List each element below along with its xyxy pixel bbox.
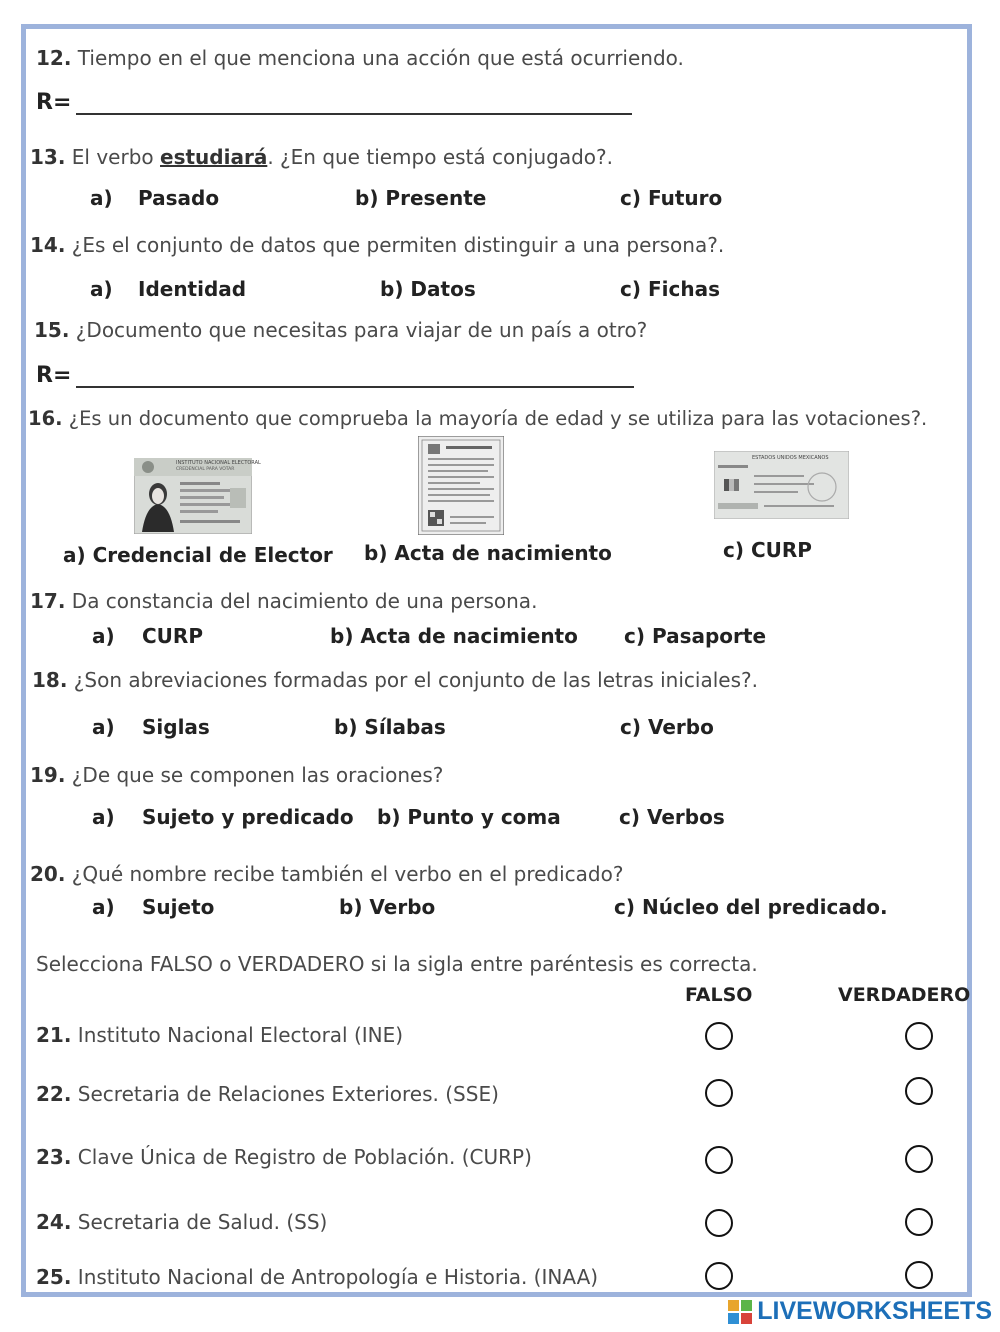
option-13-a-letter[interactable]: a): [90, 186, 113, 210]
radio-23-true[interactable]: [905, 1145, 933, 1173]
option-17-b[interactable]: b) Acta de nacimiento: [330, 624, 578, 648]
tf-item-23: 23. Clave Única de Registro de Población. (CURP): [36, 1145, 532, 1169]
option-16-b[interactable]: b) Acta de nacimiento: [364, 541, 612, 565]
option-13-c[interactable]: c) Futuro: [620, 186, 723, 210]
tf-item-24: 24. Secretaria de Salud. (SS): [36, 1210, 328, 1234]
option-17-c[interactable]: c) Pasaporte: [624, 624, 767, 648]
birth-certificate-image: [418, 436, 504, 535]
tf-item-25: 25. Instituto Nacional de Antropología e Historia. (INAA): [36, 1265, 599, 1289]
question-19: 19. ¿De que se componen las oraciones?: [30, 763, 444, 787]
radio-21-false[interactable]: [705, 1022, 733, 1050]
question-16: 16. ¿Es un documento que comprueba la mayoría de edad y se utiliza para las votaciones?.: [28, 407, 928, 430]
curp-card-title: ESTADOS UNIDOS MEXICANOS: [752, 455, 829, 461]
true-column-header: VERDADERO: [838, 984, 971, 1006]
ine-card-title: INSTITUTO NACIONAL ELECTORAL: [176, 460, 261, 466]
question-14: 14. ¿Es el conjunto de datos que permiten distinguir a una persona?.: [30, 233, 725, 257]
answer-line-15[interactable]: [76, 386, 634, 388]
option-19-a[interactable]: Sujeto y predicado: [142, 805, 354, 829]
radio-25-true[interactable]: [905, 1261, 933, 1289]
question-17: 17. Da constancia del nacimiento de una persona.: [30, 589, 538, 613]
tf-item-22: 22. Secretaria de Relaciones Exteriores. (SSE): [36, 1082, 499, 1106]
radio-24-true[interactable]: [905, 1208, 933, 1236]
liveworksheets-wordmark: LIVEWORKSHEETS: [757, 1297, 992, 1325]
option-13-b[interactable]: b) Presente: [355, 186, 487, 210]
liveworksheets-mark-icon: [727, 1299, 753, 1325]
option-20-b[interactable]: b) Verbo: [339, 895, 436, 919]
question-13: 13. El verbo estudiará. ¿En que tiempo está conjugado?.: [30, 145, 613, 169]
liveworksheets-logo: [727, 1297, 992, 1326]
tf-item-21: 21. Instituto Nacional Electoral (INE): [36, 1023, 404, 1047]
answer-label-15: R=: [36, 363, 72, 388]
false-column-header: FALSO: [685, 984, 753, 1006]
curp-document-image: [714, 451, 849, 519]
option-20-a-letter[interactable]: a): [92, 895, 115, 919]
radio-25-false[interactable]: [705, 1262, 733, 1290]
option-18-a[interactable]: Siglas: [142, 715, 210, 739]
question-15: 15. ¿Documento que necesitas para viajar de un país a otro?: [34, 318, 648, 342]
option-17-a-letter[interactable]: a): [92, 624, 115, 648]
option-18-b[interactable]: b) Sílabas: [334, 715, 446, 739]
option-16-a[interactable]: a) Credencial de Elector: [63, 543, 333, 567]
question-18: 18. ¿Son abreviaciones formadas por el conjunto de las letras iniciales?.: [32, 668, 758, 692]
answer-line-12[interactable]: [76, 113, 632, 115]
question-20: 20. ¿Qué nombre recibe también el verbo en el predicado?: [30, 862, 624, 886]
option-19-c[interactable]: c) Verbos: [619, 805, 725, 829]
radio-22-true[interactable]: [905, 1077, 933, 1105]
tf-instruction: Selecciona FALSO o VERDADERO si la sigla entre paréntesis es correcta.: [36, 952, 758, 976]
ine-card-subtitle: CREDENCIAL PARA VOTAR: [176, 467, 235, 472]
option-14-a-letter[interactable]: a): [90, 277, 113, 301]
option-13-a[interactable]: Pasado: [138, 186, 220, 210]
answer-label-12: R=: [36, 90, 72, 115]
option-16-c[interactable]: c) CURP: [723, 538, 812, 562]
option-19-a-letter[interactable]: a): [92, 805, 115, 829]
radio-23-false[interactable]: [705, 1146, 733, 1174]
option-14-a[interactable]: Identidad: [138, 277, 247, 301]
radio-22-false[interactable]: [705, 1079, 733, 1107]
option-14-b[interactable]: b) Datos: [380, 277, 476, 301]
option-18-a-letter[interactable]: a): [92, 715, 115, 739]
question-12: 12. Tiempo en el que menciona una acción que está ocurriendo.: [36, 46, 684, 70]
radio-24-false[interactable]: [705, 1209, 733, 1237]
worksheet-frame: [21, 24, 972, 1297]
option-19-b[interactable]: b) Punto y coma: [377, 805, 561, 829]
option-14-c[interactable]: c) Fichas: [620, 277, 720, 301]
option-20-a[interactable]: Sujeto: [142, 895, 215, 919]
radio-21-true[interactable]: [905, 1022, 933, 1050]
option-17-a[interactable]: CURP: [142, 624, 203, 648]
option-20-c[interactable]: c) Núcleo del predicado.: [614, 895, 888, 919]
option-18-c[interactable]: c) Verbo: [620, 715, 714, 739]
